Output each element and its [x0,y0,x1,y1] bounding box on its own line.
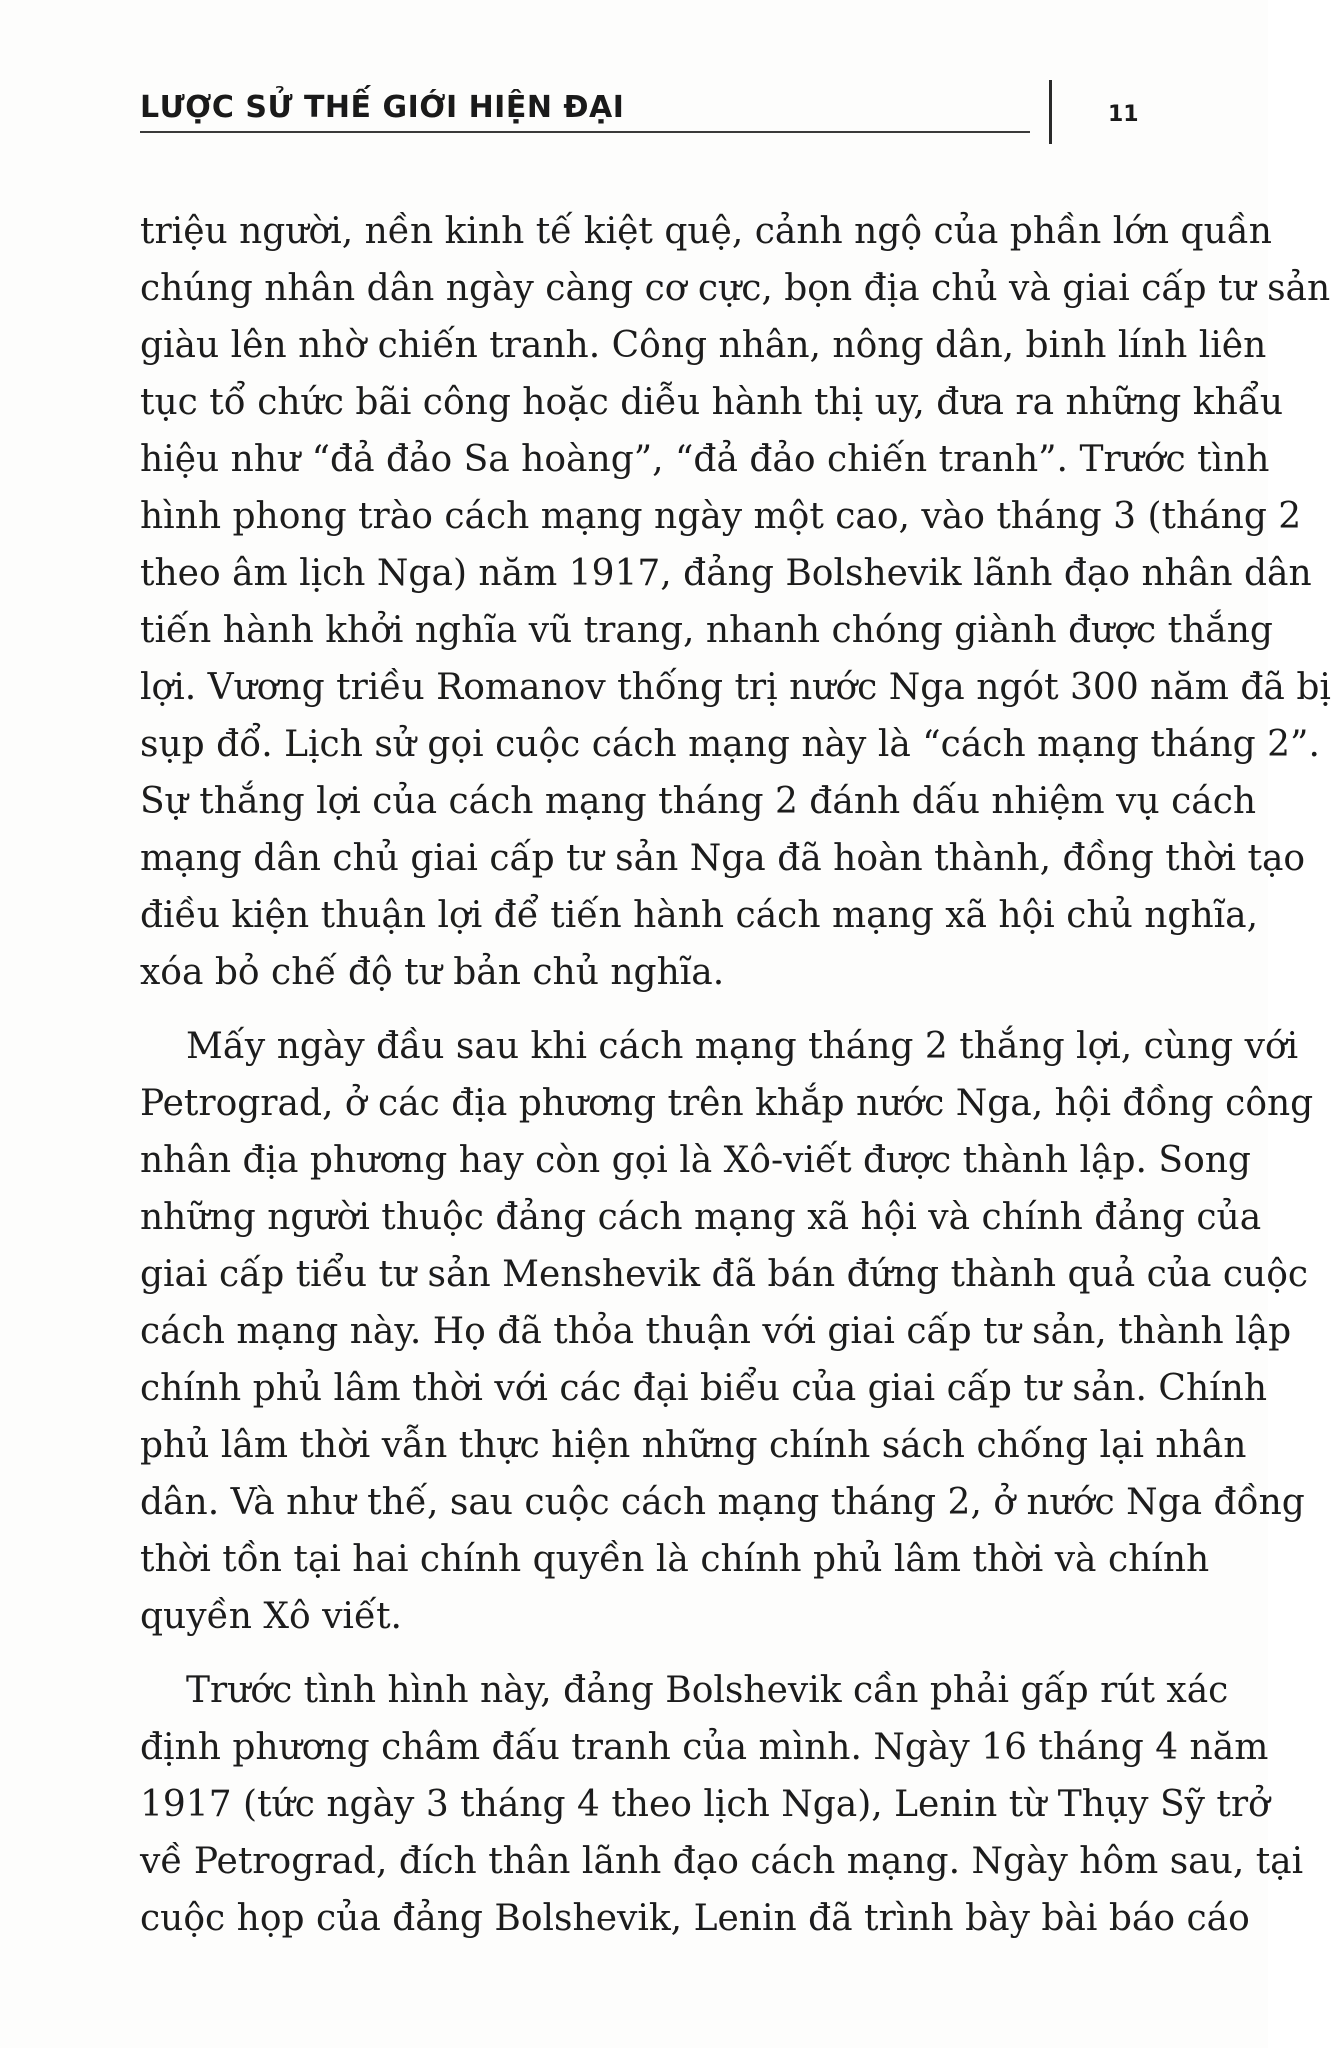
text-line: 1917 (tức ngày 3 tháng 4 theo lịch Nga), Lenin từ Thụy Sỹ trở [140,1784,1270,1825]
paragraph-1 [140,203,1331,1001]
text-line: chúng nhân dân ngày càng cơ cực, bọn địa chủ và giai cấp tư sản [140,268,1331,309]
text-line: giàu lên nhờ chiến tranh. Công nhân, nông dân, binh lính liên [140,325,1267,366]
page-header [140,90,1140,150]
page-number: 11 [1108,102,1139,127]
text-line: giai cấp tiểu tư sản Menshevik đã bán đứng thành quả của cuộc [140,1254,1309,1295]
text-line: về Petrograd, đích thân lãnh đạo cách mạng. Ngày hôm sau, tại [140,1841,1304,1882]
text-line: thời tồn tại hai chính quyền là chính phủ lâm thời và chính [140,1539,1210,1580]
text-line: Sự thắng lợi của cách mạng tháng 2 đánh dấu nhiệm vụ cách [140,781,1257,822]
text-line: định phương châm đấu tranh của mình. Ngày 16 tháng 4 năm [140,1727,1269,1768]
body-text [140,203,1331,1964]
text-line: dân. Và như thế, sau cuộc cách mạng tháng 2, ở nước Nga đồng [140,1482,1305,1523]
text-line: tục tổ chức bãi công hoặc diễu hành thị uy, đưa ra những khẩu [140,382,1283,423]
text-line: triệu người, nền kinh tế kiệt quệ, cảnh ngộ của phần lớn quần [140,211,1272,252]
text-line: phủ lâm thời vẫn thực hiện những chính sách chống lại nhân [140,1425,1247,1466]
running-title: LƯỢC SỬ THẾ GIỚI HIỆN ĐẠI [140,90,625,125]
text-line: Trước tình hình này, đảng Bolshevik cần phải gấp rút xác [186,1670,1229,1711]
text-line: hiệu như “đả đảo Sa hoàng”, “đả đảo chiến tranh”. Trước tình [140,439,1270,480]
text-line: điều kiện thuận lợi để tiến hành cách mạng xã hội chủ nghĩa, [140,895,1259,936]
header-rule [140,131,1030,133]
text-line: theo âm lịch Nga) năm 1917, đảng Bolshevik lãnh đạo nhân dân [140,553,1312,594]
text-line: quyền Xô viết. [140,1596,403,1637]
text-line: sụp đổ. Lịch sử gọi cuộc cách mạng này là “cách mạng tháng 2”. [140,724,1320,765]
text-line: xóa bỏ chế độ tư bản chủ nghĩa. [140,952,725,993]
text-line: chính phủ lâm thời với các đại biểu của giai cấp tư sản. Chính [140,1368,1268,1409]
text-line: những người thuộc đảng cách mạng xã hội và chính đảng của [140,1197,1262,1238]
text-line: cách mạng này. Họ đã thỏa thuận với giai cấp tư sản, thành lập [140,1311,1292,1352]
paragraph-3 [140,1662,1304,1947]
text-line: hình phong trào cách mạng ngày một cao, vào tháng 3 (tháng 2 [140,496,1302,537]
text-line: Petrograd, ở các địa phương trên khắp nước Nga, hội đồng công [140,1083,1314,1124]
text-line: lợi. Vương triều Romanov thống trị nước Nga ngót 300 năm đã bị [140,667,1331,708]
text-line: tiến hành khởi nghĩa vũ trang, nhanh chóng giành được thắng [140,610,1273,651]
text-line: nhân địa phương hay còn gọi là Xô-viết được thành lập. Song [140,1140,1251,1181]
text-line: mạng dân chủ giai cấp tư sản Nga đã hoàn thành, đồng thời tạo [140,838,1306,879]
header-divider [1049,80,1052,144]
text-line: cuộc họp của đảng Bolshevik, Lenin đã trình bày bài báo cáo [140,1898,1250,1939]
text-line: Mấy ngày đầu sau khi cách mạng tháng 2 thắng lợi, cùng với [186,1026,1299,1067]
paragraph-2 [140,1018,1314,1645]
